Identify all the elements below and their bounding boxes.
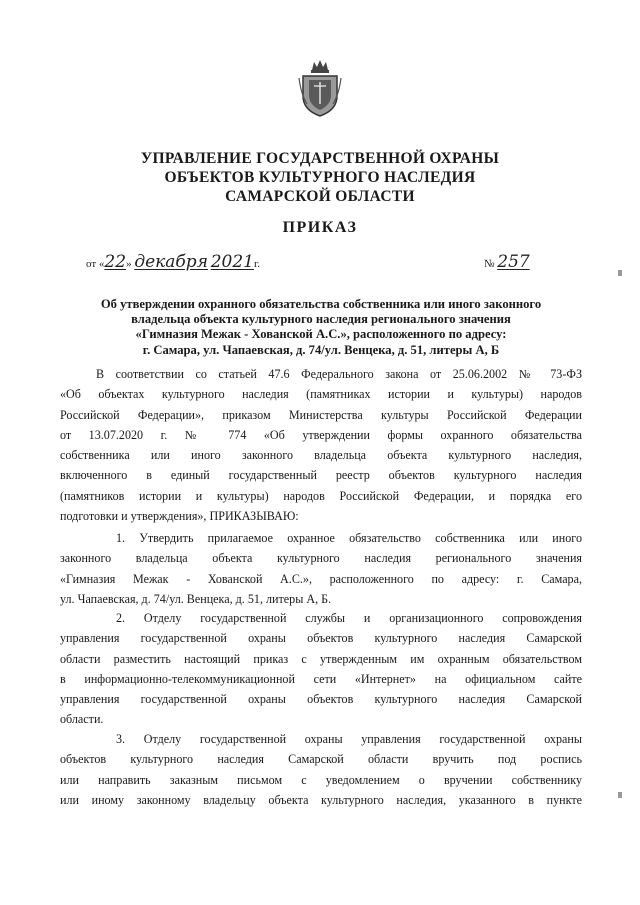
paragraph-line: от 13.07.2020 г. № 774 «Об утверждении формы охранного обязательства [60,427,582,442]
subject-line: Об утверждении охранного обязательства собственника или иного законного [100,297,542,311]
paragraph-line: подготовки и утверждения», ПРИКАЗЫВАЮ: [60,509,299,524]
paragraph-line: включенного в единый государственный реестр объектов культурного наследия [60,468,582,483]
date-prefix: от « [86,258,105,270]
date-mid: » [126,258,132,270]
paragraph-line: В соответствии со статьей 47.6 Федерального закона от 25.06.2002 № 73-ФЗ [96,367,582,381]
paragraph-line: «Гимназия Межак - Хованской А.С.», расположенного по адресу: г. Самара, [60,571,582,586]
paragraph-line: объектов культурного наследия Самарской области вручить под роспись [60,752,582,767]
paragraph-line: или направить заказным письмом с уведомлением о вручении собственнику [60,772,582,787]
agency-name-line-1: УПРАВЛЕНИЕ ГОСУДАРСТВЕННОЙ ОХРАНЫ [140,150,500,167]
paragraph-line: управления государственной охраны объектов культурного наследия Самарской [60,692,582,707]
agency-name-line-2: ОБЪЕКТОВ КУЛЬТУРНОГО НАСЛЕДИЯ [164,169,476,186]
paragraph-line: ул. Чапаевская, д. 74/ул. Венцека, д. 51, литеры А, Б. [60,591,332,606]
order-subject [60,297,582,358]
paragraph-line: «Об объектах культурного наследия (памятниках истории и культуры) народов [60,387,582,402]
document-type-title: ПРИКАЗ [282,219,358,236]
order-date [86,252,260,272]
subject-line: г. Самара, ул. Чапаевская, д. 74/ул. Венцека, д. 51, литеры А, Б [142,342,500,357]
subject-line: «Гимназия Межак - Хованской А.С.», расположенного по адресу: [135,327,507,342]
coat-of-arms-icon [297,58,343,118]
paragraph-line: (памятников истории и культуры) народов Российской Федерации, и порядка его [60,488,582,503]
scan-margin-mark [618,270,622,276]
paragraph-line: 2. Отделу государственной службы и организационного сопровождения [116,611,582,625]
paragraph-line: 3. Отделу государственной охраны управления государственной охраны [116,732,582,746]
paragraph-line: собственника или иного законного владельца объекта культурного наследия, [60,448,582,463]
paragraph-line: законного владельца объекта культурного наследия регионального значения [60,551,582,566]
clause-3-paragraph [60,729,582,810]
subject-line: владельца объекта культурного наследия регионального значения [131,312,511,327]
paragraph-line: или иному законному владельцу объекта культурного наследия, указанного в пункте [60,792,582,807]
paragraph-line: в информационно-телекоммуникационной сети «Интернет» на официальном сайте [60,671,582,686]
date-day: 22 [104,252,127,272]
scan-margin-mark [618,792,622,798]
preamble-paragraph [60,364,582,526]
paragraph-line: 1. Утвердить прилагаемое охранное обязательство собственника или иного [116,531,582,545]
clause-1-paragraph [60,528,582,609]
date-suffix: г. [253,258,260,270]
number-value: 257 [497,252,530,272]
paragraph-line: области. [60,712,104,727]
date-year: 2021 [210,252,254,272]
paragraph-line: Российской Федерации», приказом Министерства культуры Российской Федерации [60,407,582,422]
paragraph-line: управления государственной охраны объектов культурного наследия Самарской [60,631,582,646]
number-prefix: № [484,258,495,270]
clause-2-paragraph [60,608,582,730]
paragraph-line: области разместить настоящий приказ с утвержденным им охранным обязательством [60,651,582,666]
order-number [484,252,530,272]
date-month: декабря [134,252,208,272]
agency-name-line-3: САМАРСКОЙ ОБЛАСТИ [225,188,415,205]
